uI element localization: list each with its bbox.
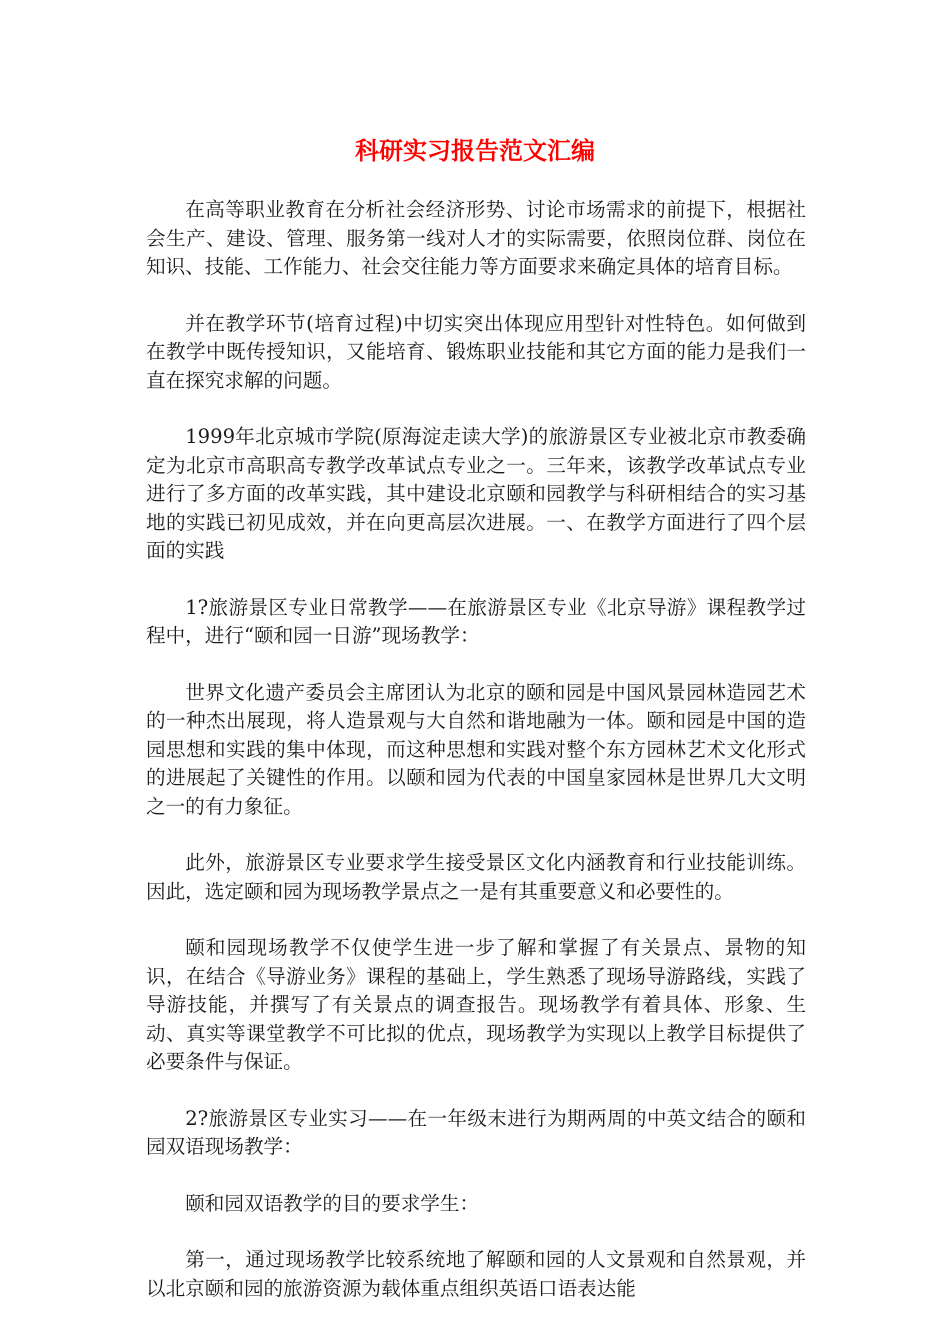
paragraph: 颐和园双语教学的目的要求学生： [185,1191,480,1215]
paragraph: 并在教学环节(培育过程)中切实突出体现应用型针对性特色。如何做到在教学中既传授知识，又能培育、锻炼职业技能和其它方面的能力是我们一直在探究求解的问题。 [146,311,806,392]
paragraph: 颐和园现场教学不仅使学生进一步了解和掌握了有关景点、景物的知识，在结合《导游业务》课程的基础上，学生熟悉了现场导游路线，实践了导游技能，并撰写了有关景点的调查报告。现场教学有着具体、形象、生动、真实等课堂教学不可比拟的优点，现场教学为实现以上教学目标提供了必要条件与保证。 [146,936,806,1073]
paragraph: 世界文化遗产委员会主席团认为北京的颐和园是中国风景园林造园艺术的一种杰出展现，将人造景观与大自然和谐地融为一体。颐和园是中国的造园思想和实践的集中体现，而这种思想和实践对整个东方园林艺术文化形式的进展起了关键性的作用。以颐和园为代表的中国皇家园林是世界几大文明之一的有力象征。 [146,680,806,818]
paragraph: 在高等职业教育在分析社会经济形势、讨论市场需求的前提下，根据社会生产、建设、管理、服务第一线对人才的实际需要，依照岗位群、岗位在知识、技能、工作能力、社会交往能力等方面要求来确定具体的培育目标。 [146,198,806,278]
paragraph: 此外，旅游景区专业要求学生接受景区文化内涵教育和行业技能训练。因此，选定颐和园为现场教学景点之一是有其重要意义和必要性的。 [146,851,806,903]
document-title: 科研实习报告范文汇编 [355,137,595,165]
paragraph: 1?旅游景区专业日常教学——在旅游景区专业《北京导游》课程教学过程中，进行“颐和园一日游”现场教学： [146,595,806,647]
paragraph: 2?旅游景区专业实习——在一年级末进行为期两周的中英文结合的颐和园双语现场教学： [146,1106,806,1158]
paragraph: 1999年北京城市学院(原海淀走读大学)的旅游景区专业被北京市教委确定为北京市高职高专教学改革试点专业之一。三年来，该教学改革试点专业进行了多方面的改革实践，其中建设北京颐和园教学与科研相结合的实习基地的实践已初见成效，并在向更高层次进展。一、在教学方面进行了四个层面的实践 [146,425,806,562]
paragraph: 第一，通过现场教学比较系统地了解颐和园的人文景观和自然景观，并以北京颐和园的旅游资源为载体重点组织英语口语表达能 [146,1248,806,1300]
document-body [146,196,806,1331]
